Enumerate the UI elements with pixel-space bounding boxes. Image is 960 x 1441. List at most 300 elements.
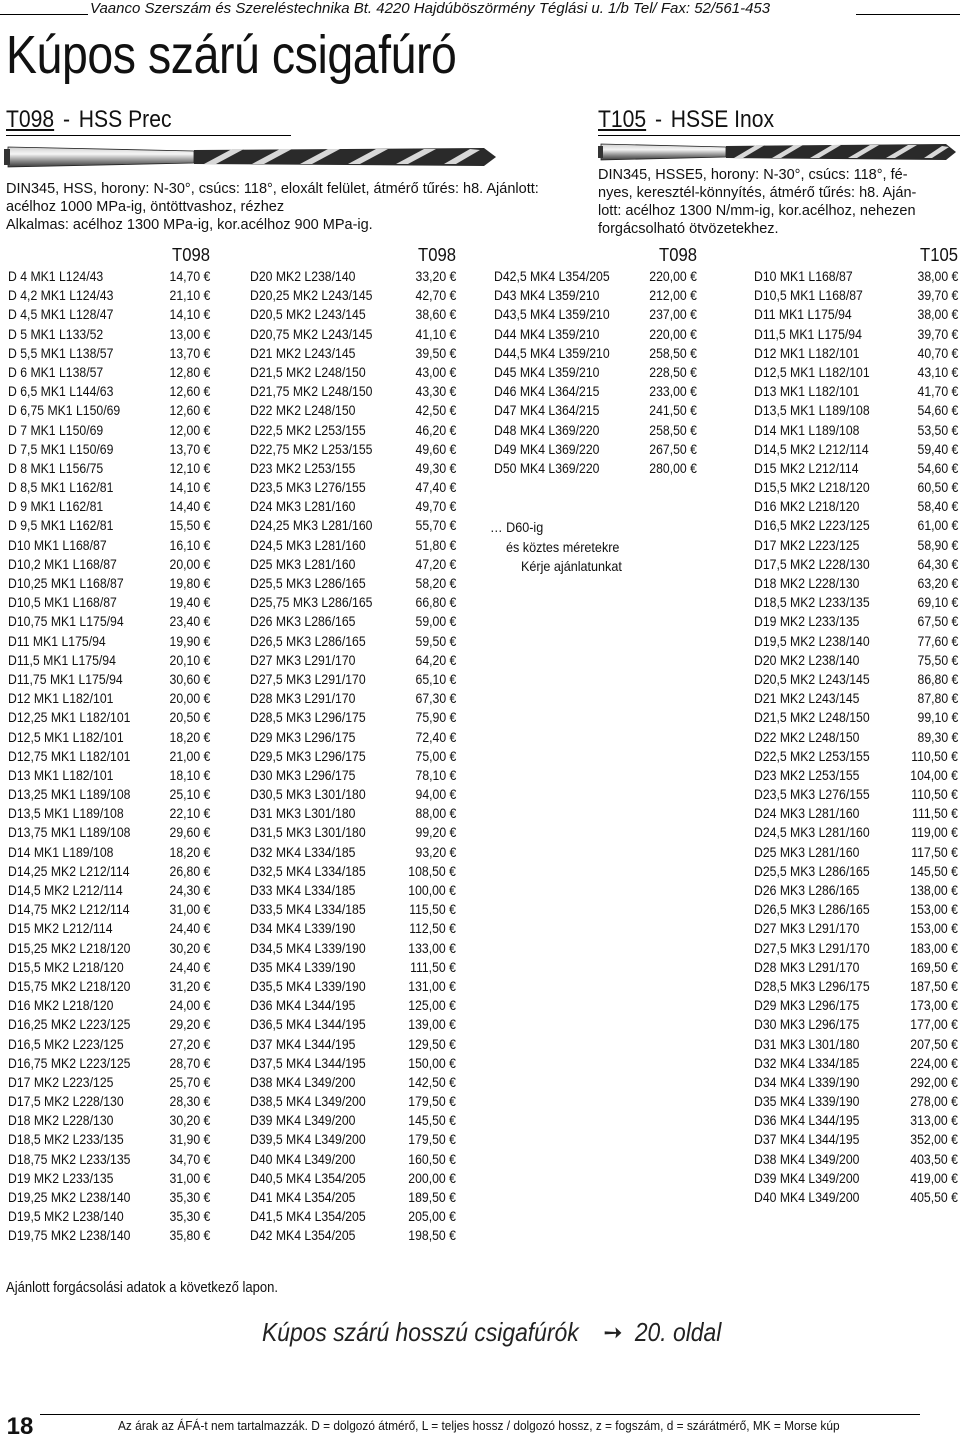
item-price: 20,10 € — [169, 652, 210, 668]
product-code: T105 — [598, 106, 647, 133]
item-price: 228,50 € — [649, 364, 697, 380]
item-price: 58,20 € — [415, 576, 456, 591]
item-size: D31 MK3 L301/180 — [754, 1036, 860, 1052]
item-price: 42,50 € — [415, 403, 456, 419]
price-row — [494, 345, 697, 364]
item-price: 220,00 € — [649, 326, 697, 342]
item-size: D 5 MK1 L133/52 — [8, 326, 104, 342]
item-price: 58,40 € — [917, 499, 958, 515]
price-row — [250, 767, 456, 786]
price-row — [8, 383, 210, 402]
item-size: D37 MK4 L344/195 — [250, 1036, 356, 1052]
item-size: D 6,5 MK1 L144/63 — [8, 384, 114, 400]
item-size: D35 MK4 L339/190 — [250, 959, 356, 975]
price-row — [250, 594, 456, 613]
item-size: D35 MK4 L339/190 — [754, 1094, 860, 1110]
price-row — [250, 1131, 456, 1150]
item-price: 198,50 € — [408, 1228, 456, 1244]
item-size: D14,25 MK2 L212/114 — [8, 863, 130, 879]
item-price: 111,50 € — [912, 806, 958, 822]
item-price: 173,00 € — [910, 998, 958, 1014]
item-price: 47,40 € — [415, 480, 456, 496]
price-row — [250, 671, 456, 690]
item-price: 233,00 € — [649, 384, 697, 400]
item-price: 54,60 € — [917, 460, 958, 476]
crossref-text: Kúpos szárú hosszú csigafúrók — [262, 1317, 579, 1347]
item-price: 69,10 € — [917, 595, 958, 611]
price-row — [250, 786, 456, 805]
price-row — [8, 306, 210, 325]
price-row — [494, 364, 697, 383]
item-size: D25,5 MK3 L286/165 — [754, 863, 870, 879]
item-price: 38,60 € — [415, 307, 456, 323]
item-size: D33,5 MK4 L334/185 — [250, 902, 366, 918]
item-size: D24,25 MK3 L281/160 — [250, 518, 373, 534]
item-size: D18,5 MK2 L233/135 — [8, 1132, 124, 1148]
price-row — [250, 824, 456, 843]
price-row — [250, 498, 456, 517]
price-row — [250, 690, 456, 709]
price-row — [8, 652, 210, 671]
item-size: D20,75 MK2 L243/145 — [250, 326, 373, 342]
item-price: 200,00 € — [408, 1170, 456, 1186]
item-size: D11,5 MK1 L175/94 — [754, 326, 862, 342]
item-price: 99,20 € — [415, 825, 456, 841]
item-size: D44 MK4 L359/210 — [494, 326, 600, 342]
item-size: D19,75 MK2 L238/140 — [8, 1228, 131, 1244]
item-price: 89,30 € — [917, 729, 958, 745]
price-row — [8, 326, 210, 345]
item-size: D20,5 MK2 L243/145 — [754, 671, 870, 687]
item-price: 115,50 € — [409, 902, 456, 918]
item-size: D18,75 MK2 L233/135 — [8, 1151, 131, 1167]
price-row — [8, 824, 210, 843]
item-price: 119,00 € — [911, 825, 958, 841]
price-row — [8, 863, 210, 882]
price-row — [250, 306, 456, 325]
item-price: 125,00 € — [408, 998, 456, 1014]
item-price: 49,30 € — [415, 460, 456, 476]
item-price: 18,20 € — [169, 729, 210, 745]
item-price: 93,20 € — [415, 844, 456, 860]
item-price: 131,00 € — [408, 978, 456, 994]
price-row — [8, 1189, 210, 1208]
item-price: 138,00 € — [910, 883, 958, 898]
item-size: D47 MK4 L364/215 — [494, 403, 600, 419]
item-size: D43 MK4 L359/210 — [494, 288, 600, 304]
item-size: D18,5 MK2 L233/135 — [754, 595, 870, 611]
price-row — [8, 729, 210, 748]
price-row — [8, 575, 210, 594]
item-size: D10,5 MK1 L168/87 — [754, 288, 863, 304]
price-row — [8, 709, 210, 728]
item-size: D 6,75 MK1 L150/69 — [8, 403, 121, 419]
recommendation-note: Ajánlott forgácsolási adatok a következő lapon. — [6, 1280, 279, 1296]
item-size: D 9 MK1 L162/81 — [8, 499, 104, 515]
price-row — [250, 1074, 456, 1093]
item-price: 111,50 € — [410, 959, 456, 975]
price-row — [250, 268, 456, 287]
item-price: 35,30 € — [169, 1209, 210, 1225]
item-price: 224,00 € — [910, 1055, 958, 1071]
item-price: 313,00 € — [910, 1113, 958, 1129]
price-row — [8, 1151, 210, 1170]
item-size: D31,5 MK3 L301/180 — [250, 825, 366, 841]
item-price: 24,00 € — [169, 998, 210, 1014]
price-row — [754, 959, 958, 978]
product-description-t098 — [6, 180, 596, 234]
price-row — [250, 1208, 456, 1227]
item-price: 55,70 € — [415, 518, 456, 534]
price-row — [250, 441, 456, 460]
item-price: 160,50 € — [408, 1151, 456, 1167]
price-row — [250, 901, 456, 920]
item-price: 78,10 € — [415, 767, 456, 783]
item-size: D30 MK3 L296/175 — [250, 767, 356, 783]
arrow-right-icon: ➙ — [603, 1317, 623, 1347]
price-row — [8, 805, 210, 824]
item-price: 39,50 € — [415, 345, 456, 361]
price-row — [754, 920, 958, 939]
item-price: 25,10 € — [169, 787, 210, 803]
item-size: D11 MK1 L175/94 — [754, 307, 852, 323]
price-row — [8, 537, 210, 556]
item-price: 43,00 € — [415, 364, 456, 380]
crossref-page: 20. oldal — [634, 1317, 722, 1347]
item-size: D28,5 MK3 L296/175 — [250, 710, 366, 726]
item-size: D 8 MK1 L156/75 — [8, 460, 104, 476]
item-price: 212,00 € — [649, 288, 697, 304]
item-price: 267,50 € — [649, 441, 697, 457]
item-size: D10,5 MK1 L168/87 — [8, 595, 117, 611]
item-size: D29 MK3 L296/175 — [250, 729, 356, 745]
item-size: D39,5 MK4 L349/200 — [250, 1132, 366, 1148]
item-price: 20,00 € — [169, 556, 210, 572]
item-size: D22,75 MK2 L253/155 — [250, 441, 373, 457]
item-size: D49 MK4 L369/220 — [494, 441, 600, 457]
item-price: 66,80 € — [415, 595, 456, 611]
price-row — [250, 1170, 456, 1189]
item-size: D14 MK1 L189/108 — [754, 422, 860, 438]
item-size: D15 MK2 L212/114 — [8, 921, 113, 937]
item-price: 49,60 € — [415, 441, 456, 457]
price-row — [754, 460, 958, 479]
price-list-column — [250, 268, 456, 1247]
product-code: T098 — [6, 106, 55, 133]
item-size: D24,5 MK3 L281/160 — [754, 825, 870, 841]
item-price: 278,00 € — [910, 1094, 958, 1110]
price-row — [250, 633, 456, 652]
price-row — [494, 422, 697, 441]
description-line: Alkalmas: acélhoz 1300 MPa-ig, kor.acélhoz 900 MPa-ig. — [6, 217, 373, 233]
price-row — [754, 498, 958, 517]
price-row — [250, 959, 456, 978]
price-row — [250, 978, 456, 997]
price-row — [754, 824, 958, 843]
item-size: D18 MK2 L228/130 — [754, 576, 860, 591]
item-size: D25,75 MK3 L286/165 — [250, 595, 373, 611]
price-row — [754, 882, 958, 901]
price-row — [754, 479, 958, 498]
price-row — [8, 940, 210, 959]
item-price: 30,20 € — [169, 940, 210, 956]
item-size: D40 MK4 L349/200 — [754, 1190, 860, 1205]
item-price: 18,10 € — [169, 767, 210, 783]
price-row — [8, 364, 210, 383]
item-size: D22,5 MK2 L253/155 — [754, 748, 870, 764]
item-price: 30,60 € — [169, 671, 210, 687]
price-row — [754, 729, 958, 748]
size-range-note: Kérje ajánlatunkat — [521, 558, 622, 574]
item-size: D44,5 MK4 L359/210 — [494, 345, 610, 361]
price-row — [754, 805, 958, 824]
price-row — [754, 844, 958, 863]
item-price: 59,40 € — [917, 441, 958, 457]
item-size: D10,25 MK1 L168/87 — [8, 576, 124, 591]
item-size: D23,5 MK3 L276/155 — [250, 480, 366, 496]
item-price: 39,70 € — [917, 326, 958, 342]
price-row — [494, 306, 697, 325]
item-price: 31,00 € — [169, 902, 210, 918]
item-price: 117,50 € — [911, 844, 958, 860]
item-size: D19,5 MK2 L238/140 — [8, 1209, 124, 1225]
price-row — [754, 613, 958, 632]
item-price: 31,00 € — [169, 1170, 210, 1186]
item-price: 19,90 € — [169, 633, 210, 649]
item-price: 27,20 € — [169, 1036, 210, 1052]
item-size: D 4,5 MK1 L128/47 — [8, 307, 114, 323]
price-row — [250, 652, 456, 671]
item-price: 46,20 € — [415, 422, 456, 438]
price-list-column — [8, 268, 210, 1247]
description-line: nyes, keresztél-könnyítés, átmérő tűrés: h8. Aján- — [598, 185, 917, 201]
item-size: D23 MK2 L253/155 — [250, 460, 356, 476]
price-row — [754, 652, 958, 671]
price-row — [754, 633, 958, 652]
item-size: D10 MK1 L168/87 — [8, 537, 107, 553]
item-price: 63,20 € — [917, 576, 958, 591]
item-price: 21,00 € — [169, 748, 210, 764]
price-row — [250, 460, 456, 479]
item-price: 179,50 € — [408, 1132, 456, 1148]
item-size: D37,5 MK4 L344/195 — [250, 1055, 366, 1071]
item-size: D21,5 MK2 L248/150 — [754, 710, 870, 726]
column-header: T098 — [418, 244, 456, 265]
price-row — [250, 863, 456, 882]
item-size: D14,5 MK2 L212/114 — [754, 441, 869, 457]
item-size: D21 MK2 L243/145 — [754, 691, 860, 707]
item-size: D40 MK4 L349/200 — [250, 1151, 356, 1167]
price-row — [754, 1074, 958, 1093]
price-row — [250, 1227, 456, 1246]
item-price: 38,00 € — [917, 269, 958, 284]
item-price: 25,70 € — [169, 1074, 210, 1090]
price-row — [8, 517, 210, 536]
cross-reference — [262, 1317, 721, 1348]
item-size: D36 MK4 L344/195 — [754, 1113, 860, 1129]
description-line: DIN345, HSS, horony: N-30°, csúcs: 118°, eloxált felület, átmérő tűrés: h8. Ajánlott: — [6, 181, 539, 197]
item-size: D33 MK4 L334/185 — [250, 883, 356, 898]
item-price: 419,00 € — [910, 1170, 958, 1186]
item-price: 26,80 € — [169, 863, 210, 879]
item-price: 64,30 € — [917, 556, 958, 572]
price-row — [8, 556, 210, 575]
item-size: D45 MK4 L359/210 — [494, 364, 600, 380]
item-size: D 8,5 MK1 L162/81 — [8, 480, 114, 496]
price-row — [250, 1055, 456, 1074]
price-row — [754, 940, 958, 959]
item-size: D15,75 MK2 L218/120 — [8, 978, 131, 994]
item-price: 41,70 € — [917, 384, 958, 400]
item-price: 14,40 € — [169, 499, 210, 515]
item-size: D13 MK1 L182/101 — [754, 384, 860, 400]
item-price: 49,70 € — [415, 499, 456, 515]
price-row — [250, 517, 456, 536]
item-size: D 6 MK1 L138/57 — [8, 364, 104, 380]
item-size: D18 MK2 L228/130 — [8, 1113, 114, 1129]
price-row — [8, 402, 210, 421]
item-size: D22 MK2 L248/150 — [754, 729, 860, 745]
item-size: D36 MK4 L344/195 — [250, 998, 356, 1014]
price-row — [8, 479, 210, 498]
item-size: D16,5 MK2 L223/125 — [8, 1036, 124, 1052]
price-row — [754, 556, 958, 575]
item-size: D19,25 MK2 L238/140 — [8, 1190, 131, 1205]
item-size: D38 MK4 L349/200 — [754, 1151, 860, 1167]
price-row — [754, 1093, 958, 1112]
item-price: 75,00 € — [415, 748, 456, 764]
price-row — [494, 326, 697, 345]
price-row — [8, 671, 210, 690]
price-row — [8, 920, 210, 939]
price-row — [250, 882, 456, 901]
size-range-note: és köztes méretekre — [506, 539, 620, 555]
item-price: 104,00 € — [910, 767, 958, 783]
item-size: D 7,5 MK1 L150/69 — [8, 441, 114, 457]
price-row — [754, 709, 958, 728]
item-price: 29,20 € — [169, 1017, 210, 1033]
item-price: 258,50 € — [649, 422, 697, 438]
item-size: D13,25 MK1 L189/108 — [8, 787, 131, 803]
price-row — [8, 460, 210, 479]
price-row — [8, 1112, 210, 1131]
price-row — [250, 422, 456, 441]
price-row — [754, 671, 958, 690]
item-price: 75,50 € — [917, 652, 958, 668]
item-price: 88,00 € — [415, 806, 456, 822]
item-size: D17 MK2 L223/125 — [754, 537, 860, 553]
item-size: D29 MK3 L296/175 — [754, 998, 860, 1014]
item-size: D25 MK3 L281/160 — [754, 844, 860, 860]
item-size: D29,5 MK3 L296/175 — [250, 748, 366, 764]
price-row — [754, 268, 958, 287]
item-price: 205,00 € — [408, 1209, 456, 1225]
item-size: D17,5 MK2 L228/130 — [754, 556, 870, 572]
price-row — [754, 1131, 958, 1150]
price-row — [250, 1036, 456, 1055]
item-size: D16,5 MK2 L223/125 — [754, 518, 870, 534]
item-size: D14,75 MK2 L212/114 — [8, 902, 130, 918]
product-description-t105 — [598, 166, 958, 238]
price-row — [250, 940, 456, 959]
item-size: D23,5 MK3 L276/155 — [754, 787, 870, 803]
item-size: D30 MK3 L296/175 — [754, 1017, 860, 1033]
item-price: 38,00 € — [917, 307, 958, 323]
item-size: D25 MK3 L281/160 — [250, 556, 356, 572]
item-price: 139,00 € — [408, 1017, 456, 1033]
price-row — [754, 402, 958, 421]
item-size: D11,75 MK1 L175/94 — [8, 671, 123, 687]
item-price: 110,50 € — [911, 787, 958, 803]
item-price: 58,90 € — [917, 537, 958, 553]
item-size: D15,25 MK2 L218/120 — [8, 940, 131, 956]
item-price: 35,80 € — [169, 1228, 210, 1244]
item-price: 28,30 € — [169, 1094, 210, 1110]
item-price: 189,50 € — [408, 1190, 456, 1205]
item-price: 220,00 € — [649, 269, 697, 284]
item-price: 352,00 € — [910, 1132, 958, 1148]
item-price: 24,40 € — [169, 921, 210, 937]
price-row — [494, 460, 697, 479]
item-size: D30,5 MK3 L301/180 — [250, 787, 366, 803]
item-size: D 4,2 MK1 L124/43 — [8, 288, 114, 304]
item-price: 28,70 € — [169, 1055, 210, 1071]
price-row — [8, 613, 210, 632]
item-price: 292,00 € — [910, 1074, 958, 1090]
item-price: 47,20 € — [415, 556, 456, 572]
item-price: 31,20 € — [169, 978, 210, 994]
price-row — [754, 901, 958, 920]
item-size: D11,5 MK1 L175/94 — [8, 652, 116, 668]
item-price: 20,00 € — [169, 691, 210, 707]
price-row — [754, 1112, 958, 1131]
item-price: 34,70 € — [169, 1151, 210, 1167]
item-price: 14,10 € — [169, 480, 210, 496]
footer-rule — [40, 1414, 920, 1415]
item-price: 67,50 € — [917, 614, 958, 630]
item-price: 14,70 € — [169, 269, 210, 284]
item-price: 29,60 € — [169, 825, 210, 841]
item-price: 12,80 € — [169, 364, 210, 380]
item-size: D15,5 MK2 L218/120 — [8, 959, 124, 975]
item-price: 77,60 € — [917, 633, 958, 649]
price-row — [250, 748, 456, 767]
item-size: D16 MK2 L218/120 — [8, 998, 114, 1014]
price-row — [250, 537, 456, 556]
price-row — [8, 268, 210, 287]
price-row — [754, 383, 958, 402]
size-range-note: … D60-ig — [490, 519, 544, 535]
item-size: D10,2 MK1 L168/87 — [8, 556, 117, 572]
item-size: D20,25 MK2 L243/145 — [250, 288, 373, 304]
item-price: 177,00 € — [910, 1017, 958, 1033]
price-row — [754, 1055, 958, 1074]
item-size: D37 MK4 L344/195 — [754, 1132, 860, 1148]
price-row — [754, 326, 958, 345]
price-row — [250, 1112, 456, 1131]
price-row — [8, 1208, 210, 1227]
item-price: 12,60 € — [169, 403, 210, 419]
price-row — [754, 767, 958, 786]
item-size: D36,5 MK4 L344/195 — [250, 1017, 366, 1033]
item-size: D14 MK1 L189/108 — [8, 844, 114, 860]
item-price: 153,00 € — [910, 921, 958, 937]
price-row — [250, 805, 456, 824]
item-size: D10 MK1 L168/87 — [754, 269, 853, 284]
item-size: D13 MK1 L182/101 — [8, 767, 114, 783]
item-size: D12 MK1 L182/101 — [8, 691, 114, 707]
item-size: D16,75 MK2 L223/125 — [8, 1055, 131, 1071]
